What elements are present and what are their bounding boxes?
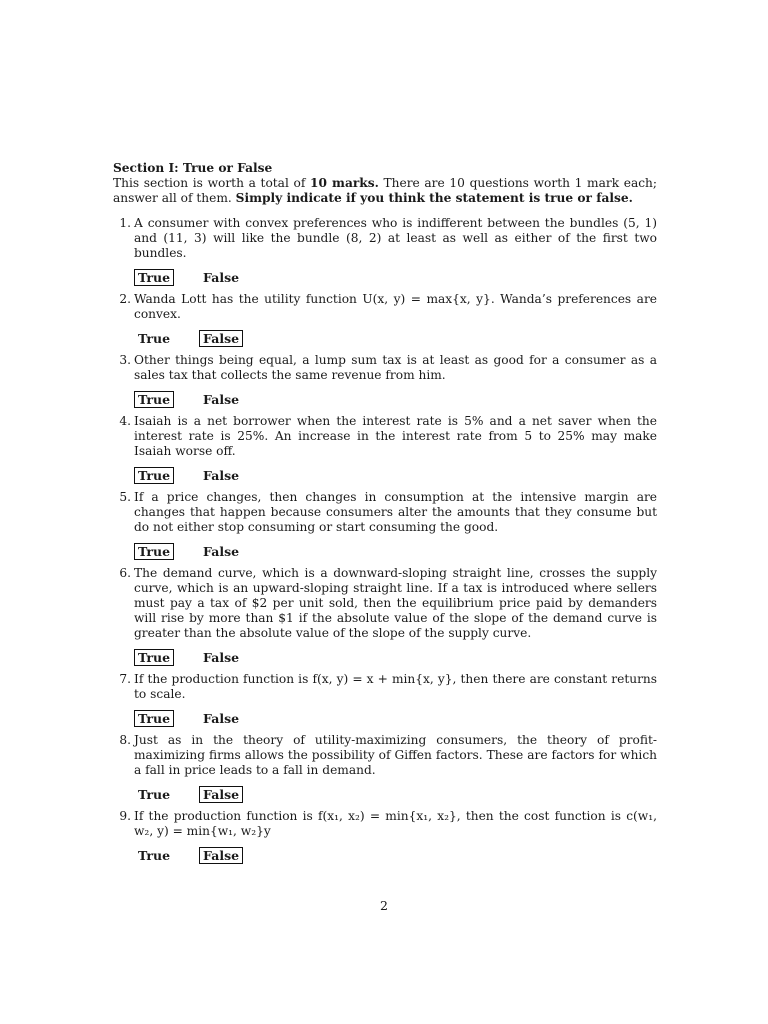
- intro-bold-marks: 10 marks.: [310, 176, 379, 190]
- question-number: 8.: [119, 733, 131, 747]
- question-item: [113, 733, 657, 803]
- question-text: Just as in the theory of utility-maximizing consumers, the theory of profit-maximizing firms allows the possibility of Giffen factors. These are factors for which a fall in price leads to a fall in demand.: [134, 733, 657, 777]
- answer-options: [134, 329, 657, 347]
- answer-options: [134, 709, 657, 727]
- question-item: [113, 414, 657, 484]
- question-text: Other things being equal, a lump sum tax is at least as good for a consumer as a sales tax that collects the same revenue from him.: [134, 353, 657, 382]
- intro-text-1: This section is worth a total of: [113, 176, 311, 190]
- question-item: [113, 672, 657, 727]
- answer-true-option[interactable]: True: [134, 391, 174, 408]
- question-text: If the production function is f(x₁, x₂) = min{x₁, x₂}, then the cost function is c(w₁, w₂, y) = min{w₁, w₂}y: [134, 809, 657, 838]
- question-item: [113, 353, 657, 408]
- question-text: If the production function is f(x, y) = x + min{x, y}, then there are constant returns to scale.: [134, 672, 657, 701]
- section-intro: [113, 176, 657, 206]
- question-number: 7.: [119, 672, 131, 686]
- question-number: 2.: [119, 292, 131, 306]
- question-text: A consumer with convex preferences who is indifferent between the bundles (5, 1) and (11, 3) will like the bundle (8, 2) at least as well as either of the first two bundles.: [134, 216, 657, 260]
- section-title: Section I: True or False: [113, 161, 273, 175]
- question-number: 3.: [119, 353, 131, 367]
- question-text: The demand curve, which is a downward-sloping straight line, crosses the supply curve, which is an upward-sloping straight line. If a tax is introduced where sellers must pay a tax of $2 per unit sold, then the equilibrium price paid by demanders will rise by more than $1 if the absolute value of the slope of the demand curve is greater than the absolute value of the slope of the supply curve.: [134, 566, 657, 640]
- question-item: [113, 809, 657, 864]
- answer-true-option[interactable]: True: [134, 543, 174, 560]
- answer-false-option[interactable]: False: [199, 847, 243, 864]
- answer-false-option[interactable]: False: [203, 543, 240, 559]
- question-number: 9.: [119, 809, 131, 823]
- question-number: 5.: [119, 490, 131, 504]
- answer-options: [134, 785, 657, 803]
- answer-true-option[interactable]: True: [138, 330, 171, 346]
- question-number: 1.: [119, 216, 131, 230]
- answer-true-option[interactable]: True: [138, 786, 171, 802]
- answer-options: [134, 466, 657, 484]
- answer-false-option[interactable]: False: [203, 391, 240, 407]
- answer-options: [134, 542, 657, 560]
- answer-true-option[interactable]: True: [134, 649, 174, 666]
- answer-false-option[interactable]: False: [203, 710, 240, 726]
- question-text: Isaiah is a net borrower when the interest rate is 5% and a net saver when the interest rate is 25%. An increase in the interest rate from 5 to 25% may make Isaiah worse off.: [134, 414, 657, 458]
- answer-options: [134, 846, 657, 864]
- page-number: 2: [380, 898, 388, 913]
- answer-true-option[interactable]: True: [134, 710, 174, 727]
- question-item: [113, 490, 657, 560]
- answer-true-option[interactable]: True: [134, 269, 174, 286]
- answer-false-option[interactable]: False: [203, 649, 240, 665]
- answer-false-option[interactable]: False: [203, 467, 240, 483]
- question-list: [113, 216, 657, 864]
- answer-options: [134, 390, 657, 408]
- question-number: 4.: [119, 414, 131, 428]
- exam-page-content: [113, 161, 657, 870]
- question-item: [113, 292, 657, 347]
- answer-false-option[interactable]: False: [203, 269, 240, 285]
- question-text: Wanda Lott has the utility function U(x, y) = max{x, y}. Wanda’s preferences are convex.: [134, 292, 657, 321]
- question-number: 6.: [119, 566, 131, 580]
- answer-true-option[interactable]: True: [138, 847, 171, 863]
- answer-true-option[interactable]: True: [134, 467, 174, 484]
- question-item: [113, 566, 657, 666]
- answer-options: [134, 268, 657, 286]
- intro-bold-instruction: Simply indicate if you think the statement is true or false.: [235, 191, 633, 205]
- answer-options: [134, 648, 657, 666]
- intro-text-2: There are 10 questions worth 1 mark each; answer all of them.: [113, 176, 658, 205]
- answer-false-option[interactable]: False: [199, 330, 243, 347]
- answer-false-option[interactable]: False: [199, 786, 243, 803]
- question-text: If a price changes, then changes in consumption at the intensive margin are changes that happen because consumers alter the amounts that they consume but do not either stop consuming or start consuming the good.: [134, 490, 657, 534]
- question-item: [113, 216, 657, 286]
